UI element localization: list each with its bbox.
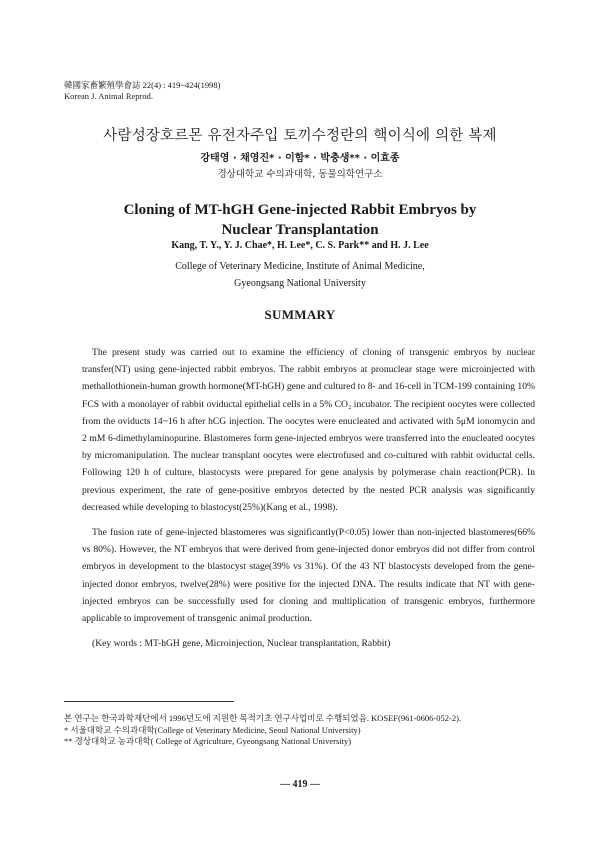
footnote-affiliation-2: ** 경상대학교 농과대학( College of Agriculture, Gyeongsang National University) bbox=[64, 736, 352, 746]
footnote-affiliation-1: * 서울대학교 수의과대학(College of Veterinary Medicine, Seoul National University) bbox=[64, 724, 361, 735]
korean-affiliation: 경상대학교 수의과대학, 동물의학연구소 bbox=[217, 169, 383, 180]
english-title bbox=[0, 200, 600, 240]
english-affiliation-line-1: College of Veterinary Medicine, Institute of Animal Medicine, bbox=[175, 261, 425, 272]
abstract-body bbox=[82, 344, 535, 652]
english-affiliation-line-2: Gyeongsang National University bbox=[234, 278, 366, 289]
korean-authors: 강태영 · 채영진* · 이함* · 박충생** · 이효종 bbox=[200, 153, 400, 164]
journal-citation-english: Korean J. Animal Reprod. bbox=[64, 91, 153, 101]
keywords: (Key words : MT-hGH gene, Microinjection, Nuclear transplantation, Rabbit) bbox=[92, 638, 391, 650]
korean-title: 사람성장호르몬 유전자주입 토끼수정란의 핵이식에 의한 복제 bbox=[103, 128, 497, 144]
english-title-line-1: Cloning of MT-hGH Gene-injected Rabbit Embryos by bbox=[123, 202, 477, 218]
footnote-funding: 본 연구는 한국과학재단에서 1996년도에 지원한 목적기초 연구사업비로 수행되었음. KOSEF(961-0606-052-2). bbox=[64, 713, 462, 723]
english-authors: Kang, T. Y., Y. J. Chae*, H. Lee*, C. S. Park** and H. J. Lee bbox=[171, 240, 429, 251]
abstract-paragraph-1: The present study was carried out to examine the efficiency of cloning of transgenic embryos by nuclear transfer(NT) using gene-injected rabbit embryos. The rabbit embryos at pronuclear stage were microinjected with methallothionein-human growth hormone(MT-hGH) gene and cultured to 8- and 16-cell in TCM-199 containing 10% FCS with a monolayer of rabbit oviductal epithelial cells in a 5% CO₂ incubator. The recipient oocytes were collected from the oviducts 14~16 h after hCG injection. The oocytes were enucleated and activated with 5μM ionomycin and 2 mM 6-dimethylaminopurine. Blastomeres form gene-injected embryos were transferred into the enucleated oocytes by micromanipulation. The nuclear transplant oocytes were electrofused and co-cultured with rabbit oviductal cells. Following 120 h of culture, blastocysts were prepared for gene analysis by polymerase chain reaction(PCR). In previous experiment, the rate of gene-positive embryos detected by the nested PCR analysis was significantly decreased while developing to blastocyst(25%)(Kang et al., 1998). bbox=[82, 347, 535, 513]
english-affiliation bbox=[0, 258, 600, 292]
footnote-divider bbox=[64, 701, 234, 702]
summary-heading: SUMMARY bbox=[264, 307, 336, 322]
abstract-paragraph-2: The fusion rate of gene-injected blastomeres was significantly(P<0.05) lower than non-injected blastomeres(66% vs 80%). However, the NT embryos that were derived from gene-injected donor embryos did not differ from control embryos in development to the blastocyst stage(39% vs 31%). Of the 43 NT blastocysts developed from the gene-injected donor embryos, twelve(28%) were positive for the injected DNA. The results indicate that NT with gene-injected embryos can be successfully used for cloning and multiplication of transgenic embryos, furthermore applicable to improvement of transgenic animal production. bbox=[82, 527, 535, 625]
page-number: — 419 — bbox=[280, 779, 320, 790]
journal-citation bbox=[64, 80, 220, 102]
footnotes bbox=[64, 713, 544, 748]
journal-citation-korean: 韓國家畜繁殖學會誌 22(4) : 419~424(1998) bbox=[64, 80, 221, 90]
english-title-line-2: Nuclear Transplantation bbox=[221, 222, 379, 238]
